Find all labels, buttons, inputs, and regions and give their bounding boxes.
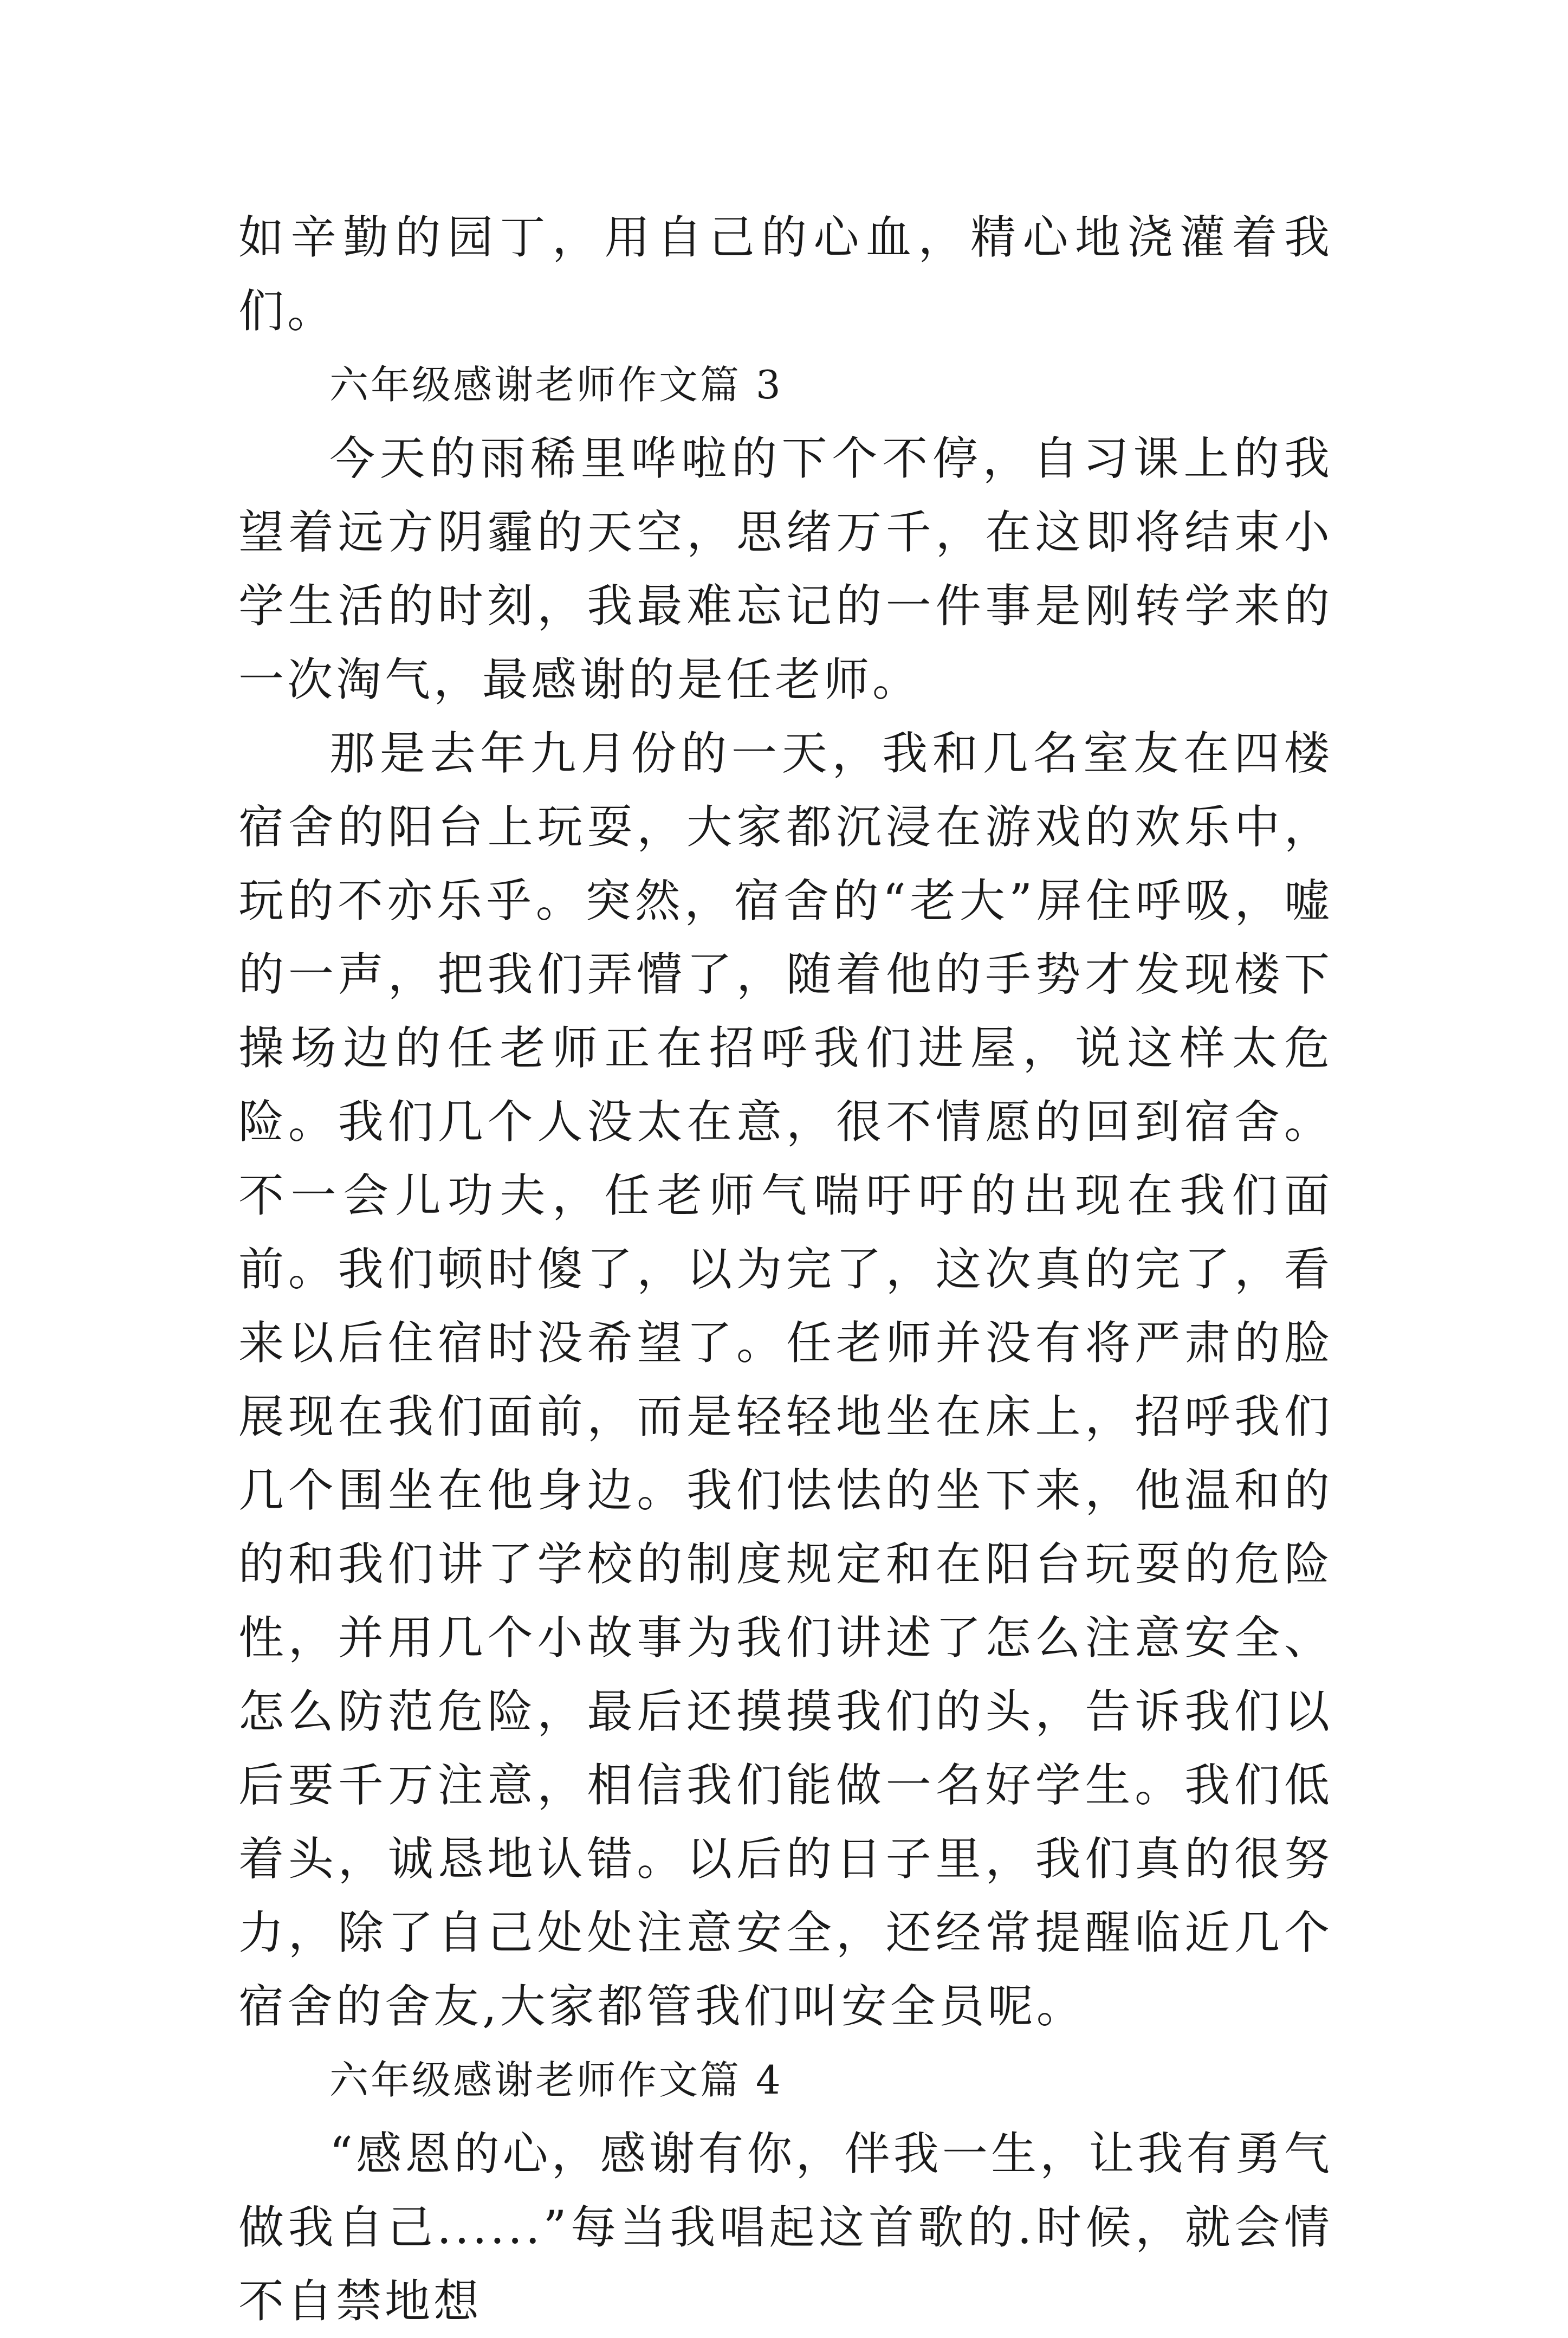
paragraph: 今天的雨稀里哗啦的下个不停，自习课上的我望着远方阴霾的天空，思绪万千，在这即将结束小学生活的时刻，我最难忘记的一件事是刚转学来的一次淘气，最感谢的是任老师。 [238,432,1333,706]
section-heading-3: 六年级感谢老师作文篇 3 [329,362,783,408]
document-body [238,201,1333,2338]
paragraph: 那是去年九月份的一天，我和几名室友在四楼宿舍的阳台上玩耍，大家都沉浸在游戏的欢乐中，玩的不亦乐乎。突然，宿舍的“老大”屏住呼吸，嘘的一声，把我们弄懵了，随着他的手势才发现楼下操场边的任老师正在招呼我们进屋，说这样太危险。我们几个人没太在意，很不情愿的回到宿舍。不一会儿功夫，任老师气喘吁吁的出现在我们面前。我们顿时傻了，以为完了，这次真的完了，看来以后住宿时没希望了。任老师并没有将严肃的脸展现在我们面前，而是轻轻地坐在床上，招呼我们几个围坐在他身边。我们怯怯的坐下来，他温和的的和我们讲了学校的制度规定和在阳台玩耍的危险性，并用几个小故事为我们讲述了怎么注意安全、怎么防范危险，最后还摸摸我们的头，告诉我们以后要千万注意，相信我们能做一名好学生。我们低着头，诚恳地认错。以后的日子里，我们真的很努力，除了自己处处注意安全，还经常提醒临近几个宿舍的舍友,大家都管我们叫安全员呢。 [238,727,1333,2033]
section-heading-4: 六年级感谢老师作文篇 4 [329,2057,783,2103]
paragraph-continuation: 如辛勤的园丁，用自己的心血，精心地浇灌着我们。 [238,211,1333,338]
paragraph: “感恩的心，感谢有你，伴我一生，让我有勇气做我自己......”每当我唱起这首歌的.时候，就会情不自禁地想 [238,2127,1333,2328]
